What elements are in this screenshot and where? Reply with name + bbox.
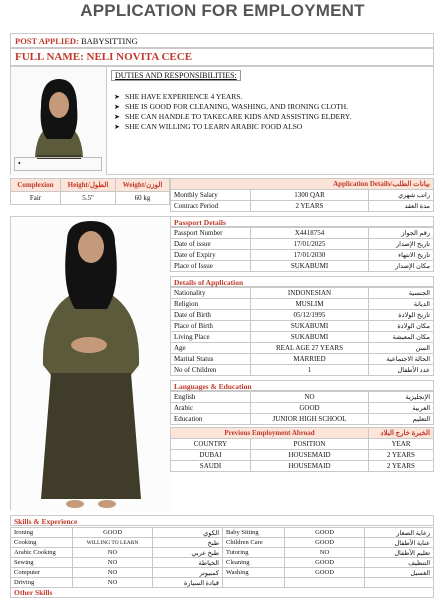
- issue-date-ar: تاريخ الإصدار: [369, 239, 434, 250]
- english-ar: الإنجليزية: [369, 392, 434, 403]
- religion-value: MUSLIM: [251, 299, 369, 310]
- nationality-value: INDONESIAN: [251, 288, 369, 299]
- passport-heading: Passport Details: [170, 216, 434, 227]
- skill-label-ar: تعليم الأطفال: [365, 548, 434, 558]
- employment-position-header: POSITION: [251, 439, 369, 450]
- issue-date-label: Date of issue: [171, 239, 251, 250]
- skills-table: [10, 527, 434, 598]
- skill-label: Driving: [11, 578, 73, 588]
- skill-label-ar: قيادة السيارة: [153, 578, 223, 588]
- issue-place-value: SUKABUMI: [251, 261, 369, 272]
- passport-table: [170, 227, 434, 272]
- children-ar: عدد الأطفال: [369, 365, 434, 376]
- skill-value: GOOD: [285, 528, 365, 538]
- birth-place-value: SUKABUMI: [251, 321, 369, 332]
- skill-value: WILLING TO LEARN: [73, 538, 153, 548]
- marital-status-label: Marital Status: [171, 354, 251, 365]
- page-title: APPLICATION FOR EMPLOYMENT: [80, 1, 365, 20]
- weight-header: Weight/الوزن: [116, 179, 170, 192]
- height-value: 5.5": [60, 192, 115, 205]
- skill-label-ar: الكوي: [153, 528, 223, 538]
- height-header: Height/الطول: [60, 179, 115, 192]
- fullbody-photo: [10, 216, 170, 510]
- skill-value: GOOD: [285, 558, 365, 568]
- skill-label-ar: [365, 578, 434, 588]
- marital-status-ar: الحالة الاجتماعية: [369, 354, 434, 365]
- passport-number-value: X4418754: [251, 228, 369, 239]
- employment-year-header: YEAR: [369, 439, 434, 450]
- expiry-date-ar: تاريخ الانتهاء: [369, 250, 434, 261]
- passport-number-label: Passport Number: [171, 228, 251, 239]
- skill-label: Washing: [223, 568, 285, 578]
- employment-table: [170, 427, 434, 472]
- skill-label-ar: الغسيل: [365, 568, 434, 578]
- contract-label-ar: مدة العقد: [369, 201, 434, 212]
- skill-label-ar: طبخ: [153, 538, 223, 548]
- children-value: 1: [251, 365, 369, 376]
- employment-position: HOUSEMAID: [251, 450, 369, 461]
- age-label: Age: [171, 343, 251, 354]
- education-label: Education: [171, 414, 251, 425]
- education-ar: التعليم: [369, 414, 434, 425]
- post-applied-row: [10, 33, 434, 48]
- skills-heading: Skills & Experience: [10, 515, 434, 526]
- birth-date-label: Date of Birth: [171, 310, 251, 321]
- application-details-table: [170, 178, 434, 212]
- nationality-label: Nationality: [171, 288, 251, 299]
- skill-value: [285, 578, 365, 588]
- skill-label: Baby Sitting: [223, 528, 285, 538]
- headshot-caption-box: •: [14, 157, 102, 171]
- fullbody-image: [11, 217, 171, 511]
- full-name-row: [10, 48, 434, 66]
- skill-label-ar: الخياطة: [153, 558, 223, 568]
- physical-table: [10, 178, 170, 205]
- skill-label: Computer: [11, 568, 73, 578]
- skill-label: Cleaning: [223, 558, 285, 568]
- birth-place-label: Place of Birth: [171, 321, 251, 332]
- living-place-value: SUKABUMI: [251, 332, 369, 343]
- nationality-ar: الجنسية: [369, 288, 434, 299]
- skill-value: GOOD: [285, 538, 365, 548]
- skill-label-ar: رعاية الصغار: [365, 528, 434, 538]
- weight-value: 60 kg: [116, 192, 170, 205]
- skill-value: NO: [73, 558, 153, 568]
- complexion-header: Complexion: [11, 179, 61, 192]
- skill-label: Cooking: [11, 538, 73, 548]
- religion-label: Religion: [171, 299, 251, 310]
- employment-country-header: COUNTRY: [171, 439, 251, 450]
- age-ar: السن: [369, 343, 434, 354]
- skill-value: GOOD: [285, 568, 365, 578]
- languages-table: [170, 391, 434, 425]
- skill-label-ar: التنظيف: [365, 558, 434, 568]
- skill-value: NO: [73, 548, 153, 558]
- duties-panel: [106, 66, 434, 175]
- salary-label: Monthly Salary: [171, 190, 251, 201]
- employment-country: DUBAI: [171, 450, 251, 461]
- skill-label-ar: طبخ عربي: [153, 548, 223, 558]
- birth-date-value: 05/12/1995: [251, 310, 369, 321]
- passport-number-ar: رقم الجواز: [369, 228, 434, 239]
- english-label: English: [171, 392, 251, 403]
- details-table: [170, 287, 434, 376]
- duty-item: ➤ SHE CAN HANDLE TO TAKECARE KIDS AND ASSISTING ELDERY.: [111, 112, 429, 122]
- expiry-date-value: 17/01/2030: [251, 250, 369, 261]
- complexion-value: Fair: [11, 192, 61, 205]
- employment-country: SAUDI: [171, 461, 251, 472]
- post-applied-value: BABYSITTING: [80, 36, 138, 46]
- full-name-label: FULL NAME:: [15, 51, 84, 63]
- arabic-ar: العربية: [369, 403, 434, 414]
- age-value: REAL AGE 27 YEARS: [251, 343, 369, 354]
- duties-heading: DUTIES AND RESPONSIBILITIES:: [111, 70, 241, 81]
- application-details-panel: [170, 178, 434, 472]
- english-value: NO: [251, 392, 369, 403]
- other-skills-label: Other Skills: [11, 588, 434, 598]
- application-details-heading: Application Details/بيانات الطلب: [171, 179, 434, 190]
- skill-label-ar: كمبيوتر: [153, 568, 223, 578]
- employment-heading: Previous Employment Abroad: [171, 428, 369, 439]
- languages-heading: Languages & Education: [170, 380, 434, 391]
- full-name-value: NELI NOVITA CECE: [86, 51, 193, 63]
- contract-value: 2 YEARS: [251, 201, 369, 212]
- religion-ar: الديانة: [369, 299, 434, 310]
- skill-value: NO: [73, 568, 153, 578]
- living-place-ar: مكان المعيشة: [369, 332, 434, 343]
- arabic-label: Arabic: [171, 403, 251, 414]
- skill-label: Sewing: [11, 558, 73, 568]
- education-value: JUNIOR HIGH SCHOOL: [251, 414, 369, 425]
- duty-item: ➤ SHE CAN WILLING TO LEARN ARABIC FOOD ALSO: [111, 122, 429, 132]
- employment-heading-ar: الخبرة خارج البلاد: [369, 428, 434, 439]
- issue-date-value: 17/01/2025: [251, 239, 369, 250]
- expiry-date-label: Date of Expiry: [171, 250, 251, 261]
- skill-value: NO: [73, 578, 153, 588]
- salary-label-ar: راتب شهري: [369, 190, 434, 201]
- issue-place-ar: مكان الإصدار: [369, 261, 434, 272]
- employment-year: 2 YEARS: [369, 461, 434, 472]
- children-label: No of Children: [171, 365, 251, 376]
- skill-label: Ironing: [11, 528, 73, 538]
- skill-label-ar: عناية الأطفال: [365, 538, 434, 548]
- post-applied-label: POST APPLIED:: [15, 36, 79, 46]
- skill-label: Tutoring: [223, 548, 285, 558]
- birth-date-ar: تاريخ الولادة: [369, 310, 434, 321]
- duty-item: ➤ SHE HAVE EXPERIENCE 4 YEARS.: [111, 92, 429, 102]
- skill-label: Children Care: [223, 538, 285, 548]
- duties-list: [111, 92, 429, 132]
- arabic-value: GOOD: [251, 403, 369, 414]
- birth-place-ar: مكان الولادة: [369, 321, 434, 332]
- skill-label: [223, 578, 285, 588]
- living-place-label: Living Place: [171, 332, 251, 343]
- duty-item: ➤ SHE IS GOOD FOR CLEANING, WASHING, AND IRONING CLOTH.: [111, 102, 429, 112]
- employment-year: 2 YEARS: [369, 450, 434, 461]
- details-heading: Details of Application: [170, 276, 434, 287]
- salary-value: 1300 QAR: [251, 190, 369, 201]
- skill-value: NO: [285, 548, 365, 558]
- marital-status-value: MARRIED: [251, 354, 369, 365]
- issue-place-label: Place of Issue: [171, 261, 251, 272]
- skill-label: Arabic Cooking: [11, 548, 73, 558]
- employment-position: HOUSEMAID: [251, 461, 369, 472]
- skill-value: GOOD: [73, 528, 153, 538]
- contract-label: Contract Period: [171, 201, 251, 212]
